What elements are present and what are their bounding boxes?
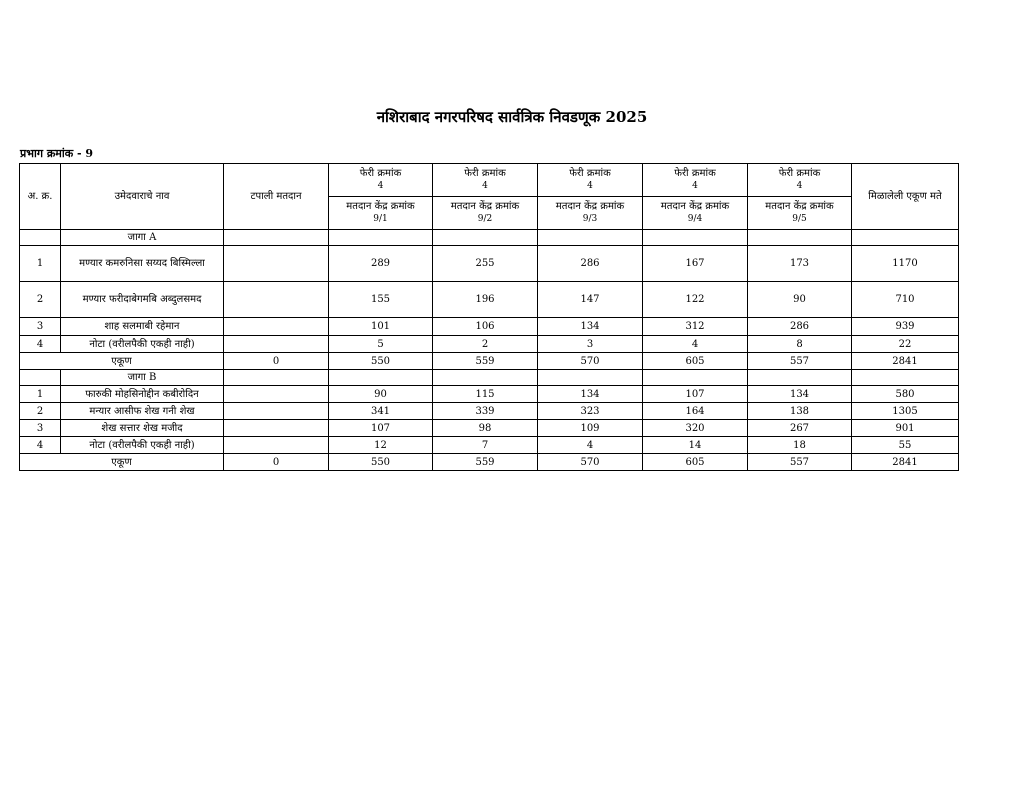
table-header	[20, 164, 959, 230]
booth-votes: 12	[329, 437, 433, 454]
candidate-total: 710	[852, 282, 959, 318]
empty-cell	[748, 370, 852, 386]
empty-cell	[433, 230, 538, 246]
total-row	[20, 353, 959, 370]
empty-cell	[20, 370, 61, 386]
booth-votes: 4	[643, 336, 748, 353]
header-round-4	[643, 164, 748, 197]
booth-votes: 286	[538, 246, 643, 282]
results-table	[19, 163, 959, 471]
booth-number: 9/5	[792, 214, 807, 224]
booth-votes: 164	[643, 403, 748, 420]
round-label: फेरी क्रमांक	[778, 168, 821, 179]
booth-votes: 8	[748, 336, 852, 353]
empty-cell	[224, 230, 329, 246]
serial-number: 3	[20, 420, 61, 437]
booth-total: 557	[748, 454, 852, 471]
booth-votes: 122	[643, 282, 748, 318]
booth-total: 557	[748, 353, 852, 370]
candidate-total: 580	[852, 386, 959, 403]
table-row	[20, 336, 959, 353]
booth-total: 550	[329, 454, 433, 471]
booth-votes: 18	[748, 437, 852, 454]
candidate-total: 901	[852, 420, 959, 437]
booth-votes: 134	[538, 386, 643, 403]
round-label: फेरी क्रमांक	[464, 168, 506, 179]
booth-total: 550	[329, 353, 433, 370]
booth-votes: 138	[748, 403, 852, 420]
table-row	[20, 420, 959, 437]
header-serial: अ. क्र.	[20, 164, 61, 230]
candidate-total: 55	[852, 437, 959, 454]
booth-votes: 109	[538, 420, 643, 437]
header-postal: टपाली मतदान	[224, 164, 329, 230]
postal-votes	[224, 437, 329, 454]
booth-votes: 147	[538, 282, 643, 318]
serial-number: 4	[20, 336, 61, 353]
seat-row	[20, 370, 959, 386]
empty-cell	[643, 230, 748, 246]
header-round-3	[538, 164, 643, 197]
serial-number: 4	[20, 437, 61, 454]
booth-total: 559	[433, 454, 538, 471]
candidate-total: 1305	[852, 403, 959, 420]
booth-votes: 115	[433, 386, 538, 403]
table-row	[20, 386, 959, 403]
table-body	[20, 230, 959, 471]
table-row	[20, 403, 959, 420]
candidate-name: मन्यार आसीफ शेख गनी शेख	[61, 403, 224, 420]
booth-total: 570	[538, 454, 643, 471]
seat-name: जागा A	[61, 230, 224, 246]
empty-cell	[852, 230, 959, 246]
empty-cell	[748, 230, 852, 246]
round-value: 4	[377, 181, 384, 191]
postal-total: 0	[224, 454, 329, 471]
candidate-name: शेख सत्तार शेख मजीद	[61, 420, 224, 437]
booth-votes: 106	[433, 318, 538, 336]
header-booth-2	[433, 197, 538, 230]
booth-number: 9/1	[373, 214, 388, 224]
booth-label: मतदान केंद्र क्रमांक	[660, 201, 730, 212]
booth-votes: 167	[643, 246, 748, 282]
header-round-2	[433, 164, 538, 197]
grand-total: 2841	[852, 353, 959, 370]
booth-votes: 101	[329, 318, 433, 336]
empty-cell	[224, 370, 329, 386]
seat-name: जागा B	[61, 370, 224, 386]
total-row	[20, 454, 959, 471]
candidate-name: फारुकी मोहसिनोद्दीन कबीरोदिन	[61, 386, 224, 403]
round-label: फेरी क्रमांक	[569, 168, 611, 179]
page-title: नशिराबाद नगरपरिषद सार्वत्रिक निवडणूक 2025	[376, 108, 648, 126]
empty-cell	[20, 230, 61, 246]
booth-votes: 267	[748, 420, 852, 437]
header-candidate: उमेदवाराचे नाव	[61, 164, 224, 230]
booth-votes: 320	[643, 420, 748, 437]
booth-votes: 255	[433, 246, 538, 282]
serial-number: 1	[20, 246, 61, 282]
booth-number: 9/4	[687, 214, 703, 224]
postal-votes	[224, 420, 329, 437]
empty-cell	[538, 230, 643, 246]
candidate-name: मण्यार कमरुनिसा सय्यद बिस्मिल्ला	[61, 246, 224, 282]
postal-votes	[224, 246, 329, 282]
candidate-total: 1170	[852, 246, 959, 282]
total-label: एकूण	[20, 454, 224, 471]
booth-votes: 107	[329, 420, 433, 437]
booth-votes: 90	[329, 386, 433, 403]
booth-label: मतदान केंद्र क्रमांक	[765, 201, 834, 212]
booth-label: मतदान केंद्र क्रमांक	[555, 201, 625, 212]
header-round-1	[329, 164, 433, 197]
booth-votes: 7	[433, 437, 538, 454]
empty-cell	[643, 370, 748, 386]
serial-number: 2	[20, 282, 61, 318]
booth-votes: 323	[538, 403, 643, 420]
grand-total: 2841	[852, 454, 959, 471]
empty-cell	[329, 370, 433, 386]
header-booth-1	[329, 197, 433, 230]
postal-votes	[224, 282, 329, 318]
booth-votes: 90	[748, 282, 852, 318]
candidate-name: नोटा (वरीलपैकी एकही नाही)	[61, 437, 224, 454]
header-total-votes: मिळालेली एकूण मते	[852, 164, 959, 230]
round-value: 4	[796, 181, 803, 191]
postal-votes	[224, 403, 329, 420]
candidate-total: 939	[852, 318, 959, 336]
header-booth-5	[748, 197, 852, 230]
table-row	[20, 282, 959, 318]
postal-total: 0	[224, 353, 329, 370]
header-booth-4	[643, 197, 748, 230]
booth-votes: 14	[643, 437, 748, 454]
postal-votes	[224, 318, 329, 336]
booth-votes: 341	[329, 403, 433, 420]
booth-votes: 107	[643, 386, 748, 403]
booth-label: मतदान केंद्र क्रमांक	[346, 201, 415, 212]
table-row	[20, 437, 959, 454]
booth-total: 605	[643, 353, 748, 370]
header-round-5	[748, 164, 852, 197]
booth-total: 570	[538, 353, 643, 370]
booth-number: 9/3	[582, 214, 598, 224]
serial-number: 2	[20, 403, 61, 420]
booth-votes: 312	[643, 318, 748, 336]
round-value: 4	[692, 181, 698, 191]
booth-votes: 286	[748, 318, 852, 336]
candidate-name: शाह सलमाबी रहेमान	[61, 318, 224, 336]
table-row	[20, 318, 959, 336]
booth-votes: 155	[329, 282, 433, 318]
booth-number: 9/2	[477, 214, 493, 224]
postal-votes	[224, 336, 329, 353]
total-label: एकूण	[20, 353, 224, 370]
booth-votes: 4	[538, 437, 643, 454]
table-row	[20, 246, 959, 282]
round-value: 4	[587, 181, 593, 191]
booth-votes: 134	[538, 318, 643, 336]
booth-votes: 134	[748, 386, 852, 403]
booth-votes: 98	[433, 420, 538, 437]
empty-cell	[433, 370, 538, 386]
booth-votes: 196	[433, 282, 538, 318]
booth-votes: 339	[433, 403, 538, 420]
booth-votes: 173	[748, 246, 852, 282]
booth-votes: 2	[433, 336, 538, 353]
candidate-name: मण्यार फरीदाबेगमबि अब्दुलसमद	[61, 282, 224, 318]
booth-total: 605	[643, 454, 748, 471]
serial-number: 1	[20, 386, 61, 403]
booth-votes: 289	[329, 246, 433, 282]
round-label: फेरी क्रमांक	[674, 168, 716, 179]
booth-label: मतदान केंद्र क्रमांक	[450, 201, 520, 212]
ward-label: प्रभाग क्रमांक - 9	[20, 147, 94, 160]
round-label: फेरी क्रमांक	[359, 168, 402, 179]
round-value: 4	[482, 181, 488, 191]
candidate-total: 22	[852, 336, 959, 353]
empty-cell	[852, 370, 959, 386]
empty-cell	[329, 230, 433, 246]
booth-total: 559	[433, 353, 538, 370]
empty-cell	[538, 370, 643, 386]
seat-row	[20, 230, 959, 246]
candidate-name: नोटा (वरीलपैकी एकही नाही)	[61, 336, 224, 353]
booth-votes: 3	[538, 336, 643, 353]
header-booth-3	[538, 197, 643, 230]
booth-votes: 5	[329, 336, 433, 353]
serial-number: 3	[20, 318, 61, 336]
postal-votes	[224, 386, 329, 403]
